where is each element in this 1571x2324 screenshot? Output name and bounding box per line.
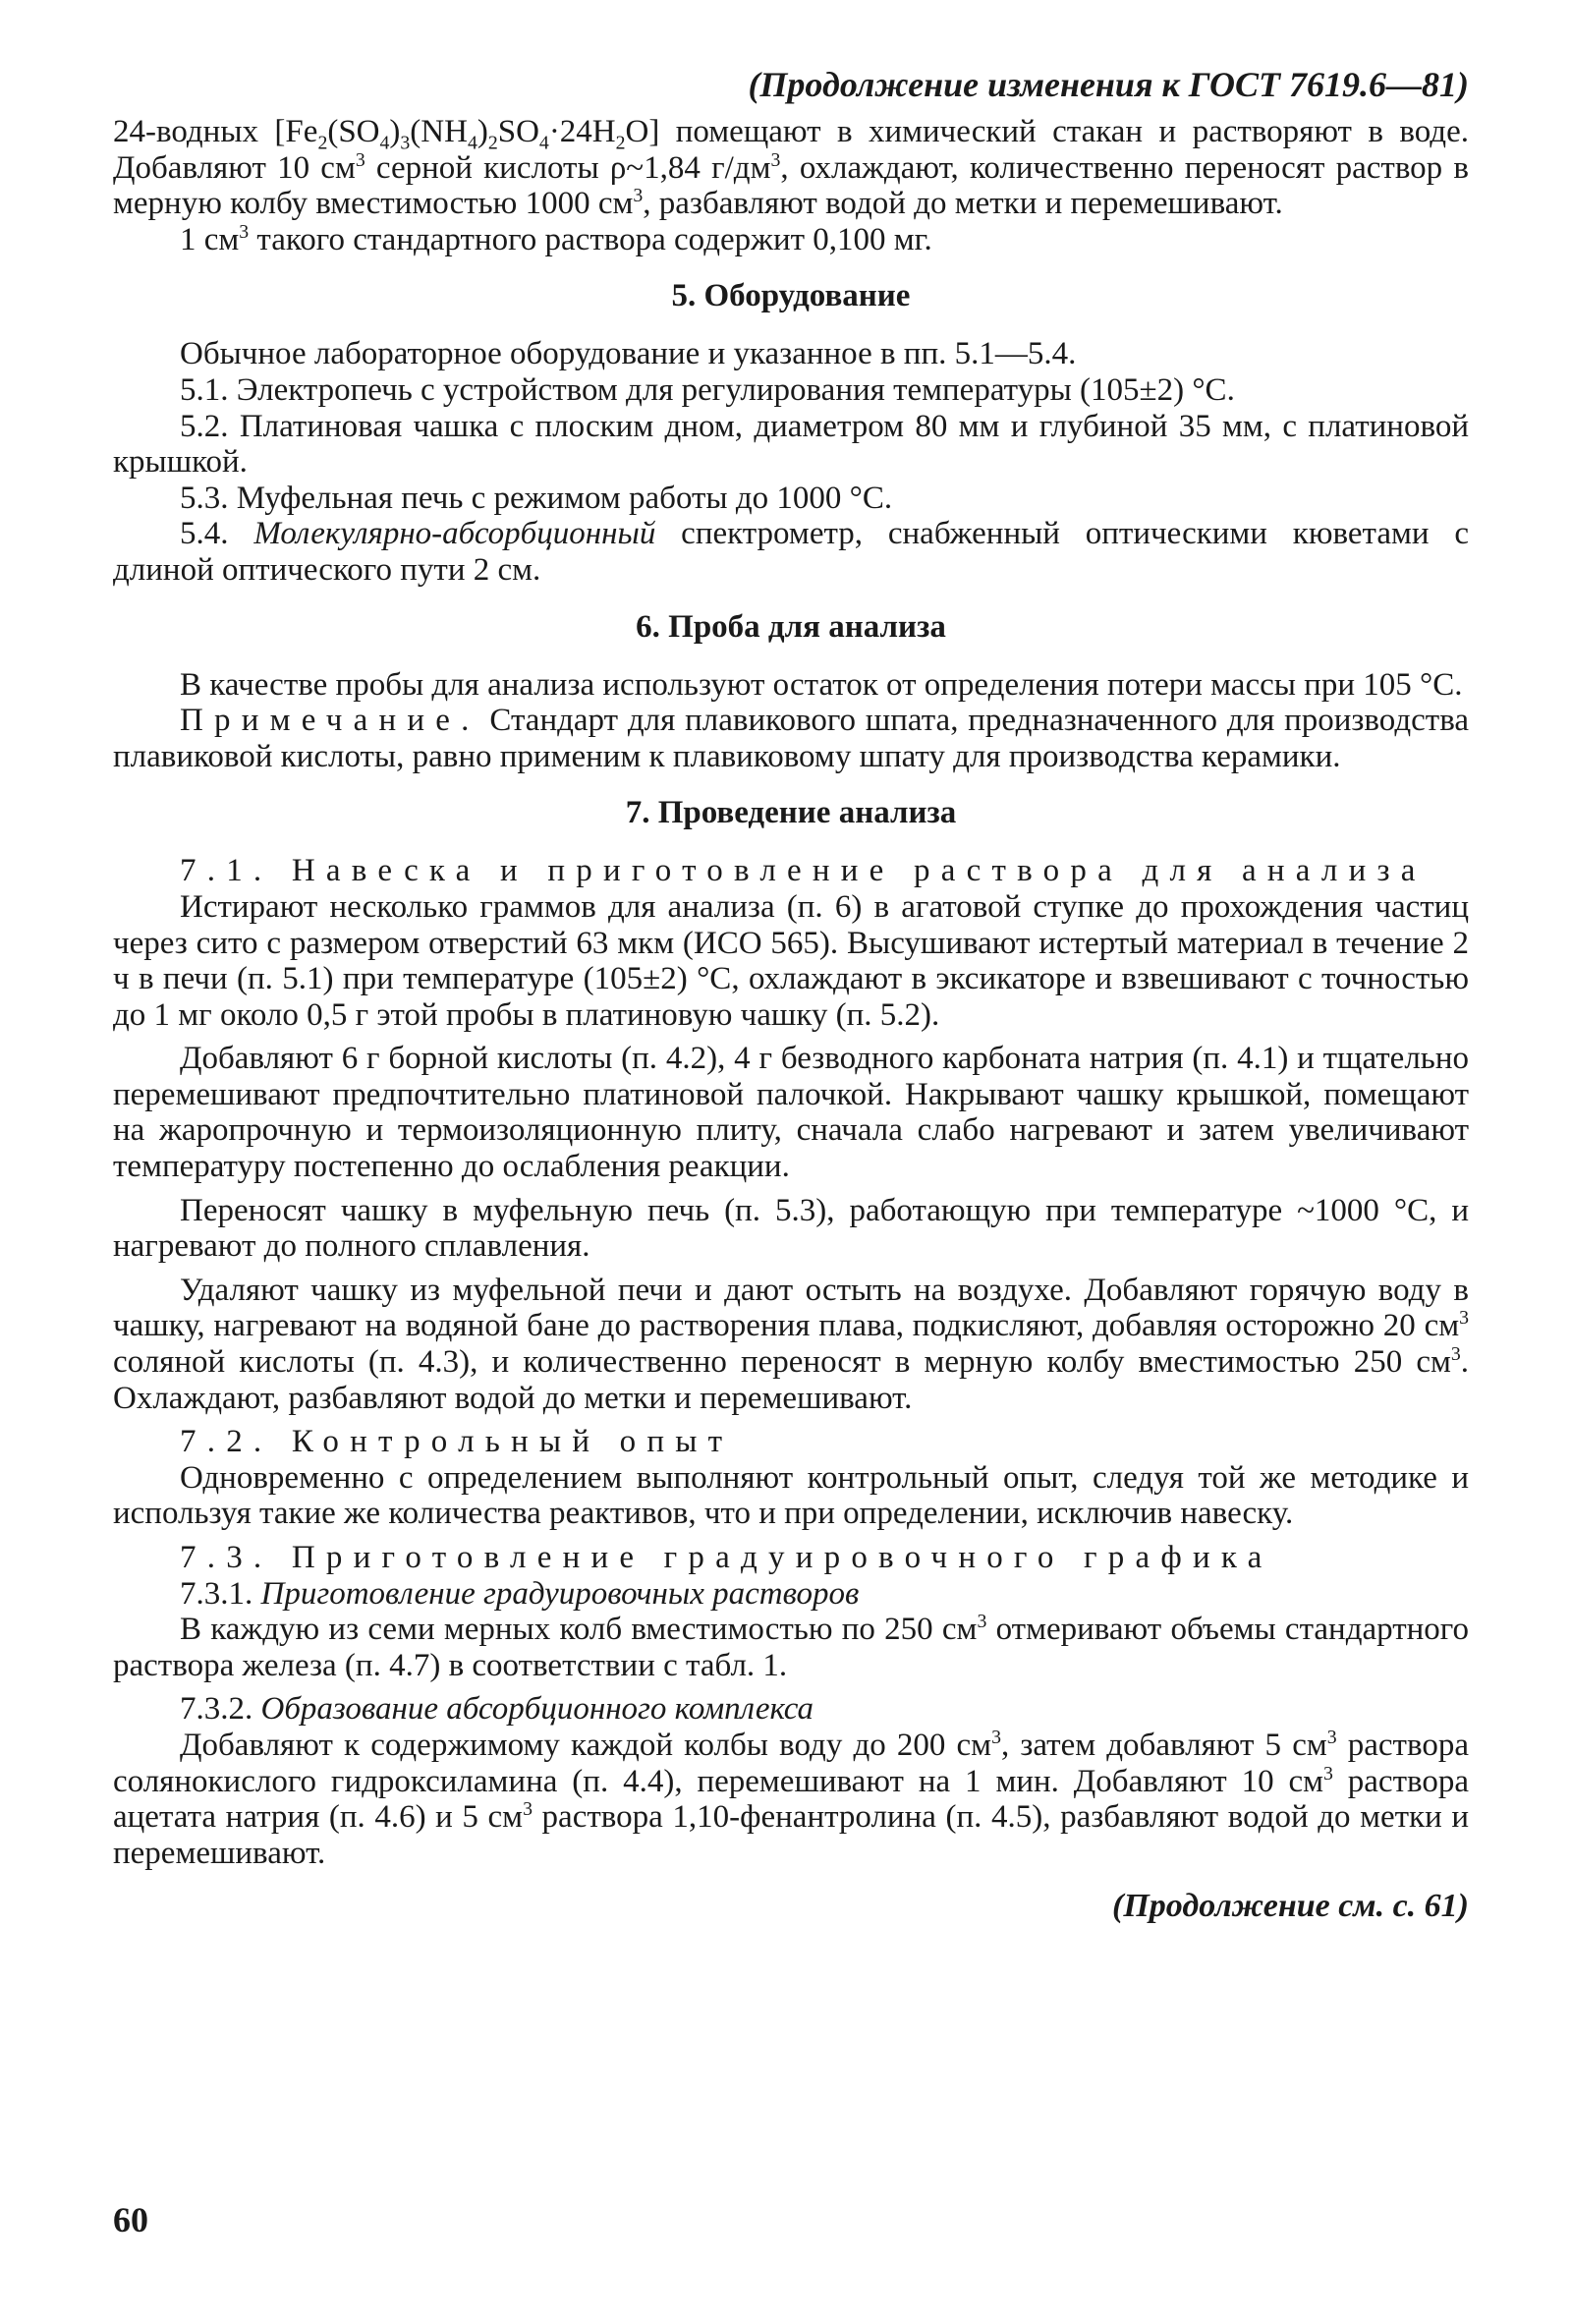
section-7-heading: 7. Проведение анализа xyxy=(625,795,957,831)
clause-7-3-2-title xyxy=(113,1691,1469,1728)
superscript: 3 xyxy=(355,148,365,171)
text-run: SO xyxy=(497,114,539,149)
note-label: Примечание. xyxy=(180,703,480,739)
superscript: 3 xyxy=(633,185,644,207)
superscript: 3 xyxy=(1326,1726,1337,1748)
subscript: 4 xyxy=(379,132,390,154)
subscript: 2 xyxy=(317,132,328,154)
text-run: 1 см xyxy=(180,221,240,257)
clause-5-3: 5.3. Муфельная печь с режимом работы до 1000 °С. xyxy=(180,480,893,516)
text-run: ) xyxy=(389,114,401,149)
text-run: раствора 1,10-фенантролина (п. 4.5), разбавляют водой до метки и перемешивают. xyxy=(113,1799,1469,1871)
text-run: 7.3.2. xyxy=(180,1691,261,1728)
section-6-note xyxy=(113,703,1469,774)
text-run: O] помещают в химический стакан и растворяют в воде. Добавляют 10 см xyxy=(113,114,1469,186)
text-run: Добавляют к содержимому каждой колбы воду до 200 см xyxy=(180,1727,992,1763)
clause-5-2: 5.2. Платиновая чашка с плоским дном, диаметром 80 мм и глубиной 35 мм, с платиновой крышкой. xyxy=(113,408,1469,481)
text-run: соляной кислоты (п. 4.3), и количественно переносят в мерную колбу вместимостью 250 см xyxy=(113,1344,1451,1381)
subscript: 3 xyxy=(400,132,411,154)
text-run: . Охлаждают, разбавляют водой до метки и перемешивают. xyxy=(113,1344,1469,1416)
intro-paragraph-1 xyxy=(113,114,1469,222)
text-run: серной кислоты ρ~1,84 г/дм xyxy=(365,149,771,186)
section-6-heading: 6. Проба для анализа xyxy=(636,608,946,645)
page-number: 60 xyxy=(113,2200,148,2239)
clause-7-2-title: 7.2. Контрольный опыт xyxy=(180,1424,734,1460)
subscript: 4 xyxy=(467,132,477,154)
text-run: спектрометр, снабженный оптическими кюветами с длиной оптического пути 2 см. xyxy=(113,516,1469,588)
text-run: В каждую из семи мерных колб вместимостью по 250 см xyxy=(180,1612,978,1648)
italic-subtitle: Приготовление градуировочных растворов xyxy=(260,1575,860,1612)
clause-7-3-title: 7.3. Приготовление градуировочного графика xyxy=(180,1540,1273,1575)
subscript: 4 xyxy=(538,132,549,154)
clause-5-1: 5.1. Электропечь с устройством для регулирования температуры (105±2) °С. xyxy=(180,371,1235,408)
text-run: раствора ацетата натрия (п. 4.6) и 5 см xyxy=(113,1763,1470,1836)
text-run: такого стандартного раствора содержит 0,100 мг. xyxy=(249,221,932,257)
text-run: Удаляют чашку из муфельной печи и дают остыть на воздухе. Добавляют горячую воду в чашку, нагревают на водяной бане до растворения плава, подкисляют, добавляя осторожно 20 см xyxy=(113,1272,1469,1344)
intro-paragraph-2 xyxy=(113,222,1469,258)
continuation-note: (Продолжение см. с. 61) xyxy=(1112,1888,1469,1925)
italic-term: Молекулярно-абсорбционный xyxy=(253,516,656,552)
section-5-heading: 5. Оборудование xyxy=(671,278,911,314)
text-run: , охлаждают, количественно переносят раствор в мерную колбу вместимостью 1000 см xyxy=(113,149,1469,222)
clause-7-1-title: 7.1. Навеска и приготовление раствора для анализа xyxy=(180,853,1427,889)
superscript: 3 xyxy=(1450,1343,1461,1366)
text-run: (NH xyxy=(410,114,468,149)
section-6-paragraph: В качестве пробы для анализа используют остаток от определения потери массы при 105 °С. xyxy=(180,666,1463,703)
text-run: 5.4. xyxy=(180,516,254,552)
superscript: 3 xyxy=(977,1611,987,1633)
document-page xyxy=(113,61,1469,1928)
text-run: 7.3.1. xyxy=(180,1575,261,1612)
clause-7-1-paragraph-2: Добавляют 6 г борной кислоты (п. 4.2), 4 г безводного карбоната натрия (п. 4.1) и тщательно перемешивают предпочтительно платиновой палочкой. Накрывают чашку крышкой, помещают на жаропрочную и термоизоляционную плиту, сначала слабо нагревают и затем увеличивают температуру постепенно до ослабления реакции. xyxy=(113,1041,1469,1185)
text-run: отмеривают объемы стандартного раствора железа (п. 4.7) в соответствии с табл. 1. xyxy=(113,1612,1469,1683)
superscript: 3 xyxy=(1459,1307,1469,1330)
text-run: 24-водных [Fe xyxy=(113,114,318,149)
superscript: 3 xyxy=(523,1798,533,1821)
section-5-intro: Обычное лабораторное оборудование и указанное в пп. 5.1—5.4. xyxy=(180,336,1077,372)
italic-subtitle: Образование абсорбционного комплекса xyxy=(260,1691,814,1728)
text-run: , разбавляют водой до метки и перемешивают. xyxy=(643,186,1283,222)
text-run: , затем добавляют 5 см xyxy=(1000,1727,1327,1763)
text-run: раствора солянокислого гидроксиламина (п. 4.4), перемешивают на 1 мин. Добавляют 10 см xyxy=(113,1727,1469,1799)
clause-7-3-1-paragraph xyxy=(113,1612,1469,1683)
text-run: ·24H xyxy=(548,114,616,149)
clause-7-3-1-title xyxy=(113,1576,1469,1613)
clause-7-3-2-paragraph xyxy=(113,1728,1469,1871)
subscript: 2 xyxy=(487,132,498,154)
superscript: 3 xyxy=(239,220,250,243)
clause-5-4 xyxy=(113,516,1469,588)
running-head: (Продолжение изменения к ГОСТ 7619.6—81) xyxy=(748,65,1469,104)
note-text: Стандарт для плавикового шпата, предназначенного для производства плавиковой кислоты, равно применим к плавиковому шпату для производства керамики. xyxy=(113,703,1469,774)
superscript: 3 xyxy=(1323,1762,1333,1785)
clause-7-2-paragraph: Одновременно с определением выполняют контрольный опыт, следуя той же методике и используя такие же количества реактивов, что и при определении, исключив навеску. xyxy=(113,1459,1469,1532)
clause-7-1-paragraph-4 xyxy=(113,1273,1469,1416)
text-run: ) xyxy=(477,114,488,149)
text-run: (SO xyxy=(327,114,380,149)
superscript: 3 xyxy=(991,1726,1001,1748)
clause-7-1-paragraph-1: Истирают несколько граммов для анализа (п. 6) в агатовой ступке до прохождения частиц через сито с размером отверстий 63 мкм (ИСО 565). Высушивают истертый материал в течение 2 ч в печи (п. 5.1) при температуре (105±2) °С, охлаждают в эксикаторе и взвешивают с точностью до 1 мг около 0,5 г этой пробы в платиновую чашку (п. 5.2). xyxy=(113,888,1469,1033)
superscript: 3 xyxy=(770,148,781,171)
subscript: 2 xyxy=(615,132,626,154)
clause-7-1-paragraph-3: Переносят чашку в муфельную печь (п. 5.3), работающую при температуре ~1000 °С, и нагревают до полного сплавления. xyxy=(113,1192,1469,1265)
